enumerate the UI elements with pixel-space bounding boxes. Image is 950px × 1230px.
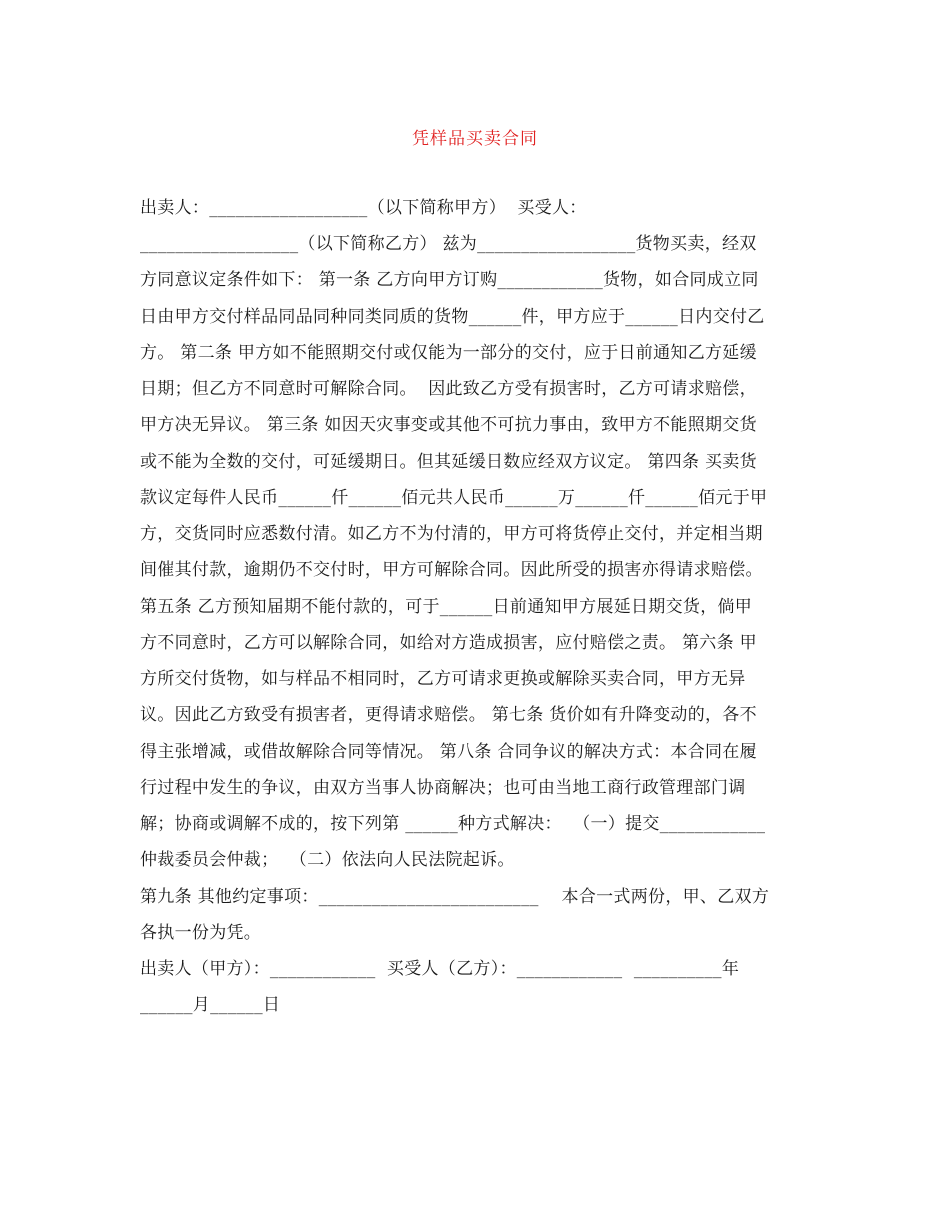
body-line: 或不能为全数的交付，可延缓期日。但其延缓日数应经双方议定。 第四条 买卖货 <box>140 452 757 472</box>
date-line: ______月______日 <box>140 995 281 1015</box>
body-line: 各执一份为凭。 <box>140 923 262 943</box>
signature-line: 出卖人（甲方）：____________ 买受人（乙方）：____________ __________年 <box>140 959 740 979</box>
body-line: 方同意议定条件如下： 第一条 乙方向甲方订购____________货物，如合同成立同 <box>140 270 759 290</box>
body-line: 仲裁委员会仲裁； （二）依法向人民法院起诉。 <box>140 850 515 870</box>
body-line: 甲方决无异议。 第三条 如因天灾事变或其他不可抗力事由，致甲方不能照期交货 <box>140 415 757 435</box>
body-line: 方，交货同时应悉数付清。如乙方不为付清的，甲方可将货停止交付，并定相当期 <box>140 524 763 544</box>
body-line: 日由甲方交付样品同品同种同类同质的货物______件，甲方应于______日内交付乙 <box>140 307 765 327</box>
body-line: 得主张增减，或借故解除合同等情况。 第八条 合同争议的解决方式：本合同在履 <box>140 742 757 762</box>
body-line: 间催其付款，逾期仍不交付时，甲方可解除合同。因此所受的损害亦得请求赔偿。 <box>140 560 763 580</box>
body-line: 出卖人：__________________（以下简称甲方） 买受人： <box>140 198 587 218</box>
body-line: 第五条 乙方预知届期不能付款的，可于______日前通知甲方展延日期交货，倘甲 <box>140 597 753 617</box>
body-line: 日期；但乙方不同意时可解除合同。 因此致乙方受有损害时，乙方可请求赔偿， <box>140 379 757 399</box>
body-line: 第九条 其他约定事项：_________________________ 本合一式两份，甲、乙双方 <box>140 887 770 907</box>
body-line: 方不同意时，乙方可以解除合同，如给对方造成损害，应付赔偿之责。 第六条 甲 <box>140 633 757 653</box>
body-line: 款议定每件人民币______仟______佰元共人民币______万______仟______佰元于甲 <box>140 488 768 508</box>
body-line: 方所交付货物，如与样品不相同时，乙方可请求更换或解除买卖合同，甲方无异 <box>140 669 746 689</box>
body-line: __________________（以下简称乙方） 兹为__________________货物买卖，经双 <box>140 234 757 254</box>
body-line: 行过程中发生的争议，由双方当事人协商解决；也可由当地工商行政管理部门调 <box>140 778 746 798</box>
document-title: 凭样品买卖合同 <box>412 129 538 149</box>
body-line: 议。因此乙方致受有损害者，更得请求赔偿。 第七条 货价如有升降变动的，各不 <box>140 705 757 725</box>
body-line: 方。 第二条 甲方如不能照期交付或仅能为一部分的交付，应于日前通知乙方延缓 <box>140 343 757 363</box>
body-line: 解；协商或调解不成的，按下列第 ______种方式解决： （一）提交____________ <box>140 814 766 834</box>
